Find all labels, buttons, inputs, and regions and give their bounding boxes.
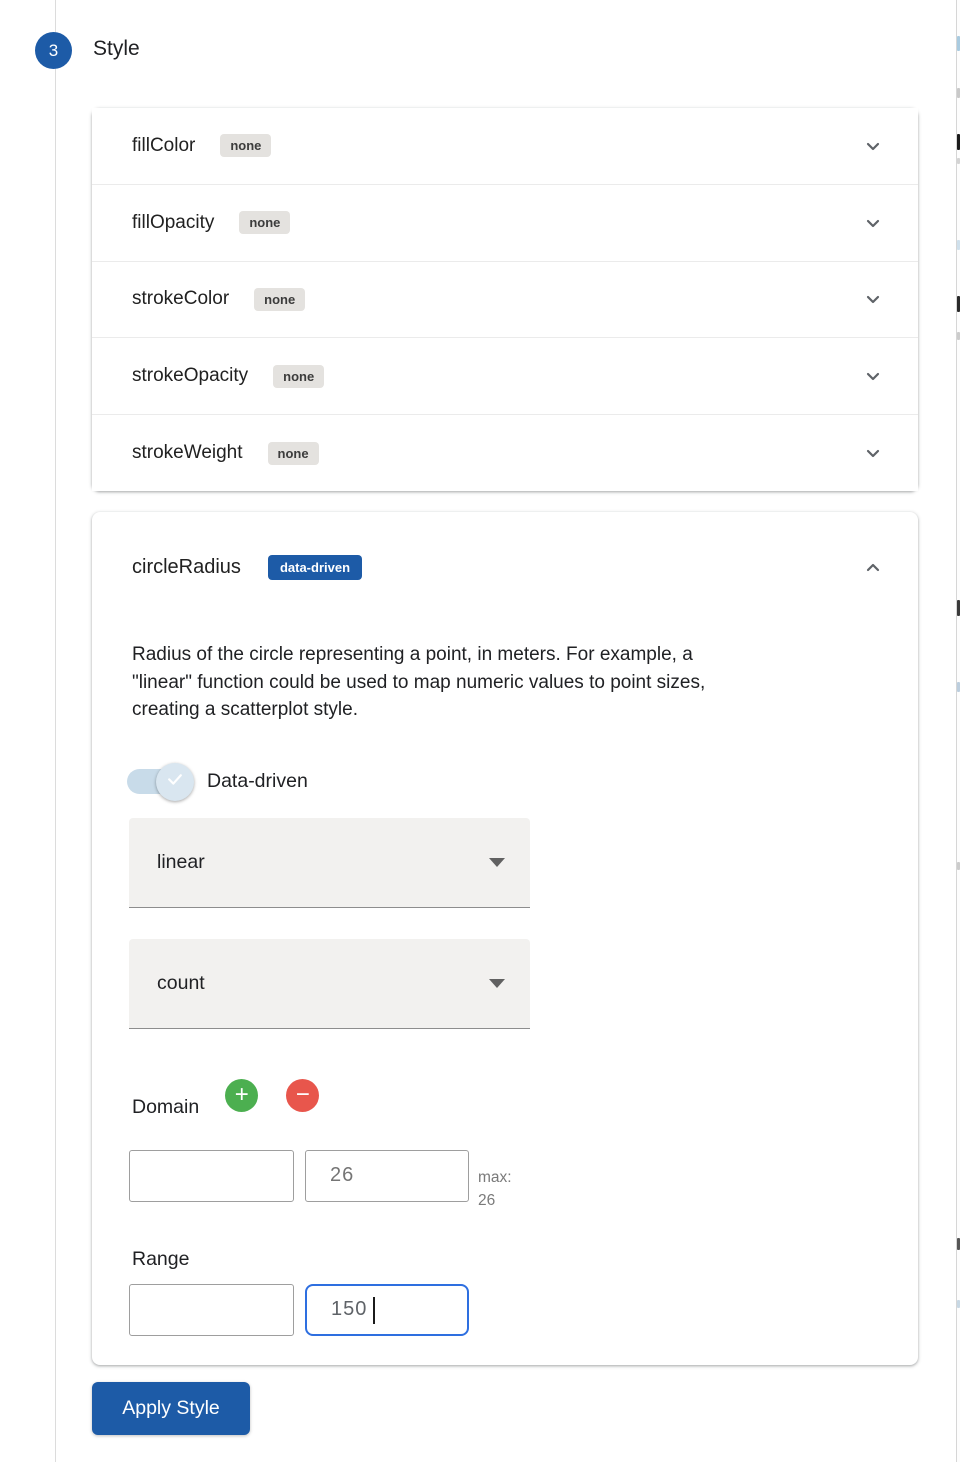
accordion-row-strokeOpacity[interactable] <box>92 337 918 414</box>
accordion-row-fillColor[interactable] <box>92 108 918 184</box>
toggle-thumb <box>156 763 194 801</box>
property-label: strokeColor <box>132 288 230 310</box>
accordion-row-strokeWeight[interactable] <box>92 414 918 491</box>
add-domain-stop-button[interactable] <box>225 1079 258 1112</box>
check-icon <box>165 769 185 794</box>
domain-max-hint: max: 26 <box>478 1168 512 1209</box>
property-label: strokeWeight <box>132 442 243 464</box>
function-select-value: linear <box>157 850 205 873</box>
range-max-input-wrap <box>305 1284 469 1336</box>
range-min-input[interactable] <box>129 1284 294 1336</box>
minus-icon: − <box>295 1080 310 1108</box>
data-driven-toggle[interactable] <box>127 760 196 804</box>
range-max-input[interactable] <box>305 1284 469 1336</box>
stepper-connector-line <box>55 0 56 1462</box>
accordion-row-fillOpacity[interactable] <box>92 184 918 261</box>
range-inputs-row <box>129 1284 885 1336</box>
domain-min-input[interactable] <box>129 1150 294 1202</box>
property-label: fillColor <box>132 134 196 156</box>
chevron-up-icon <box>861 556 885 580</box>
data-driven-toggle-row <box>129 760 885 804</box>
step-number-badge: 3 <box>35 32 72 69</box>
remove-domain-stop-button[interactable] <box>286 1079 319 1112</box>
toggle-label: Data-driven <box>207 770 308 792</box>
property-select[interactable] <box>129 939 530 1029</box>
circle-radius-card <box>92 512 918 1365</box>
property-label: fillOpacity <box>132 211 215 233</box>
text-cursor <box>373 1297 375 1324</box>
data-driven-badge: data-driven <box>268 555 362 580</box>
chevron-down-icon <box>861 287 885 311</box>
style-properties-card <box>92 108 918 491</box>
apply-style-button[interactable]: Apply Style <box>92 1382 250 1435</box>
arrow-drop-down-icon <box>489 979 505 988</box>
value-badge: none <box>239 211 290 234</box>
domain-max-input[interactable] <box>305 1150 469 1202</box>
value-badge: none <box>220 134 271 157</box>
property-select-value: count <box>157 971 205 994</box>
chevron-down-icon <box>861 211 885 235</box>
property-label: strokeOpacity <box>132 365 249 387</box>
arrow-drop-down-icon <box>489 858 505 867</box>
chevron-down-icon <box>861 364 885 388</box>
range-label: Range <box>132 1247 190 1270</box>
value-badge: none <box>273 365 324 388</box>
property-description: Radius of the circle representing a point, in meters. For example, a "linear" function could be used to map numeric values to point sizes, creating a scatterplot style. <box>132 644 706 720</box>
value-badge: none <box>254 288 305 311</box>
domain-header-row <box>129 1080 885 1119</box>
value-badge: none <box>268 442 319 465</box>
domain-inputs-row <box>129 1150 885 1212</box>
accordion-row-strokeColor[interactable] <box>92 261 918 338</box>
circle-radius-header[interactable] <box>129 512 885 580</box>
property-label: circleRadius <box>132 556 241 578</box>
plus-icon: + <box>234 1080 249 1108</box>
domain-label: Domain <box>132 1096 200 1118</box>
chevron-down-icon <box>861 441 885 465</box>
function-select[interactable] <box>129 818 530 908</box>
chevron-down-icon <box>861 134 885 158</box>
step-title: Style <box>93 37 140 60</box>
